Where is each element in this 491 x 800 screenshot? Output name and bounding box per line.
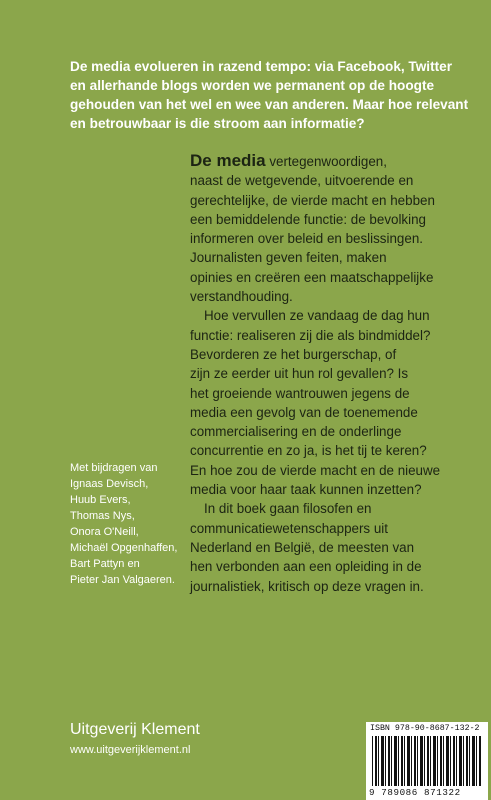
paragraph-line: Journalisten geven feiten, maken — [190, 250, 387, 266]
intro-line: en allerhande blogs worden we permanent op de hoogte — [70, 78, 435, 93]
paragraph-line: gerechtelijke, de vierde macht en hebben — [190, 192, 435, 208]
contributors-line: Michaël Opgenhaffen, — [70, 542, 178, 554]
contributors-line: Met bijdragen van — [70, 462, 158, 474]
paragraph-line: In dit boek gaan filosofen en — [204, 501, 372, 517]
paragraph-line: het groeiende wantrouwen jegens de — [190, 385, 410, 401]
paragraph-line: verstandhouding. — [190, 289, 293, 305]
paragraph-line: functie: realiseren zij die als bindmiddel? — [190, 327, 431, 343]
barcode-digits: 9 789086 871322 — [369, 787, 461, 798]
contributors-line: Bart Pattyn en — [70, 558, 140, 570]
isbn-label: ISBN 978-90-8687-132-2 — [370, 724, 480, 733]
description-text — [190, 151, 480, 596]
contributors-line: Thomas Nys, — [70, 510, 135, 522]
paragraph-line: media voor haar taak kunnen inzetten? — [190, 482, 422, 498]
publisher-name: Uitgeverij Klement — [70, 721, 200, 738]
paragraph-line: vertegenwoordigen, — [265, 154, 387, 169]
intro-line: en betrouwbaar is die stroom aan informatie? — [70, 116, 365, 131]
barcode-icon — [372, 736, 482, 786]
contributors-line: Pieter Jan Valgaeren. — [70, 574, 175, 586]
paragraph-line: opinies en creëren een maatschappelijke — [190, 269, 434, 285]
paragraph-line: naast de wetgevende, uitvoerende en — [190, 173, 414, 189]
paragraph-line: Nederland en België, de meesten van — [190, 539, 415, 555]
isbn-barcode-panel — [366, 722, 488, 800]
lead-word: De media — [190, 151, 266, 170]
paragraph-line: communicatiewetenschappers uit — [190, 520, 388, 536]
paragraph-line: journalistiek, kritisch op deze vragen in. — [190, 578, 424, 594]
paragraph-line: zijn ze eerder uit hun rol gevallen? Is — [190, 366, 409, 382]
paragraph-line: hen verbonden aan een opleiding in de — [190, 559, 422, 575]
paragraph-line: Bevorderen ze het burgerschap, of — [190, 346, 397, 362]
contributors-line: Ignaas Devisch, — [70, 478, 149, 490]
contributors-line: Onora O'Neill, — [70, 526, 139, 538]
paragraph-line: commercialisering en de onderlinge — [190, 424, 402, 440]
paragraph-line: Hoe vervullen ze vandaag de dag hun — [204, 308, 430, 324]
intro-blurb — [70, 57, 470, 133]
paragraph-line: concurrentie en zo ja, is het tij te keren? — [190, 443, 427, 459]
publisher-website: www.uitgeverijklement.nl — [70, 744, 191, 756]
paragraph-1-first-line — [190, 151, 480, 171]
paragraph-line: informeren over beleid en beslissingen. — [190, 231, 423, 247]
paragraph-line: En hoe zou de vierde macht en de nieuwe — [190, 462, 441, 478]
paragraph-line: media een gevolg van de toenemende — [190, 404, 418, 420]
contributors-list — [70, 460, 190, 588]
intro-line: gehouden van het wel en wee van anderen. Maar hoe relevant — [70, 97, 469, 112]
paragraph-line: een bemiddelende functie: de bevolking — [190, 211, 426, 227]
contributors-line: Huub Evers, — [70, 494, 131, 506]
intro-line: De media evolueren in razend tempo: via Facebook, Twitter — [70, 59, 452, 74]
